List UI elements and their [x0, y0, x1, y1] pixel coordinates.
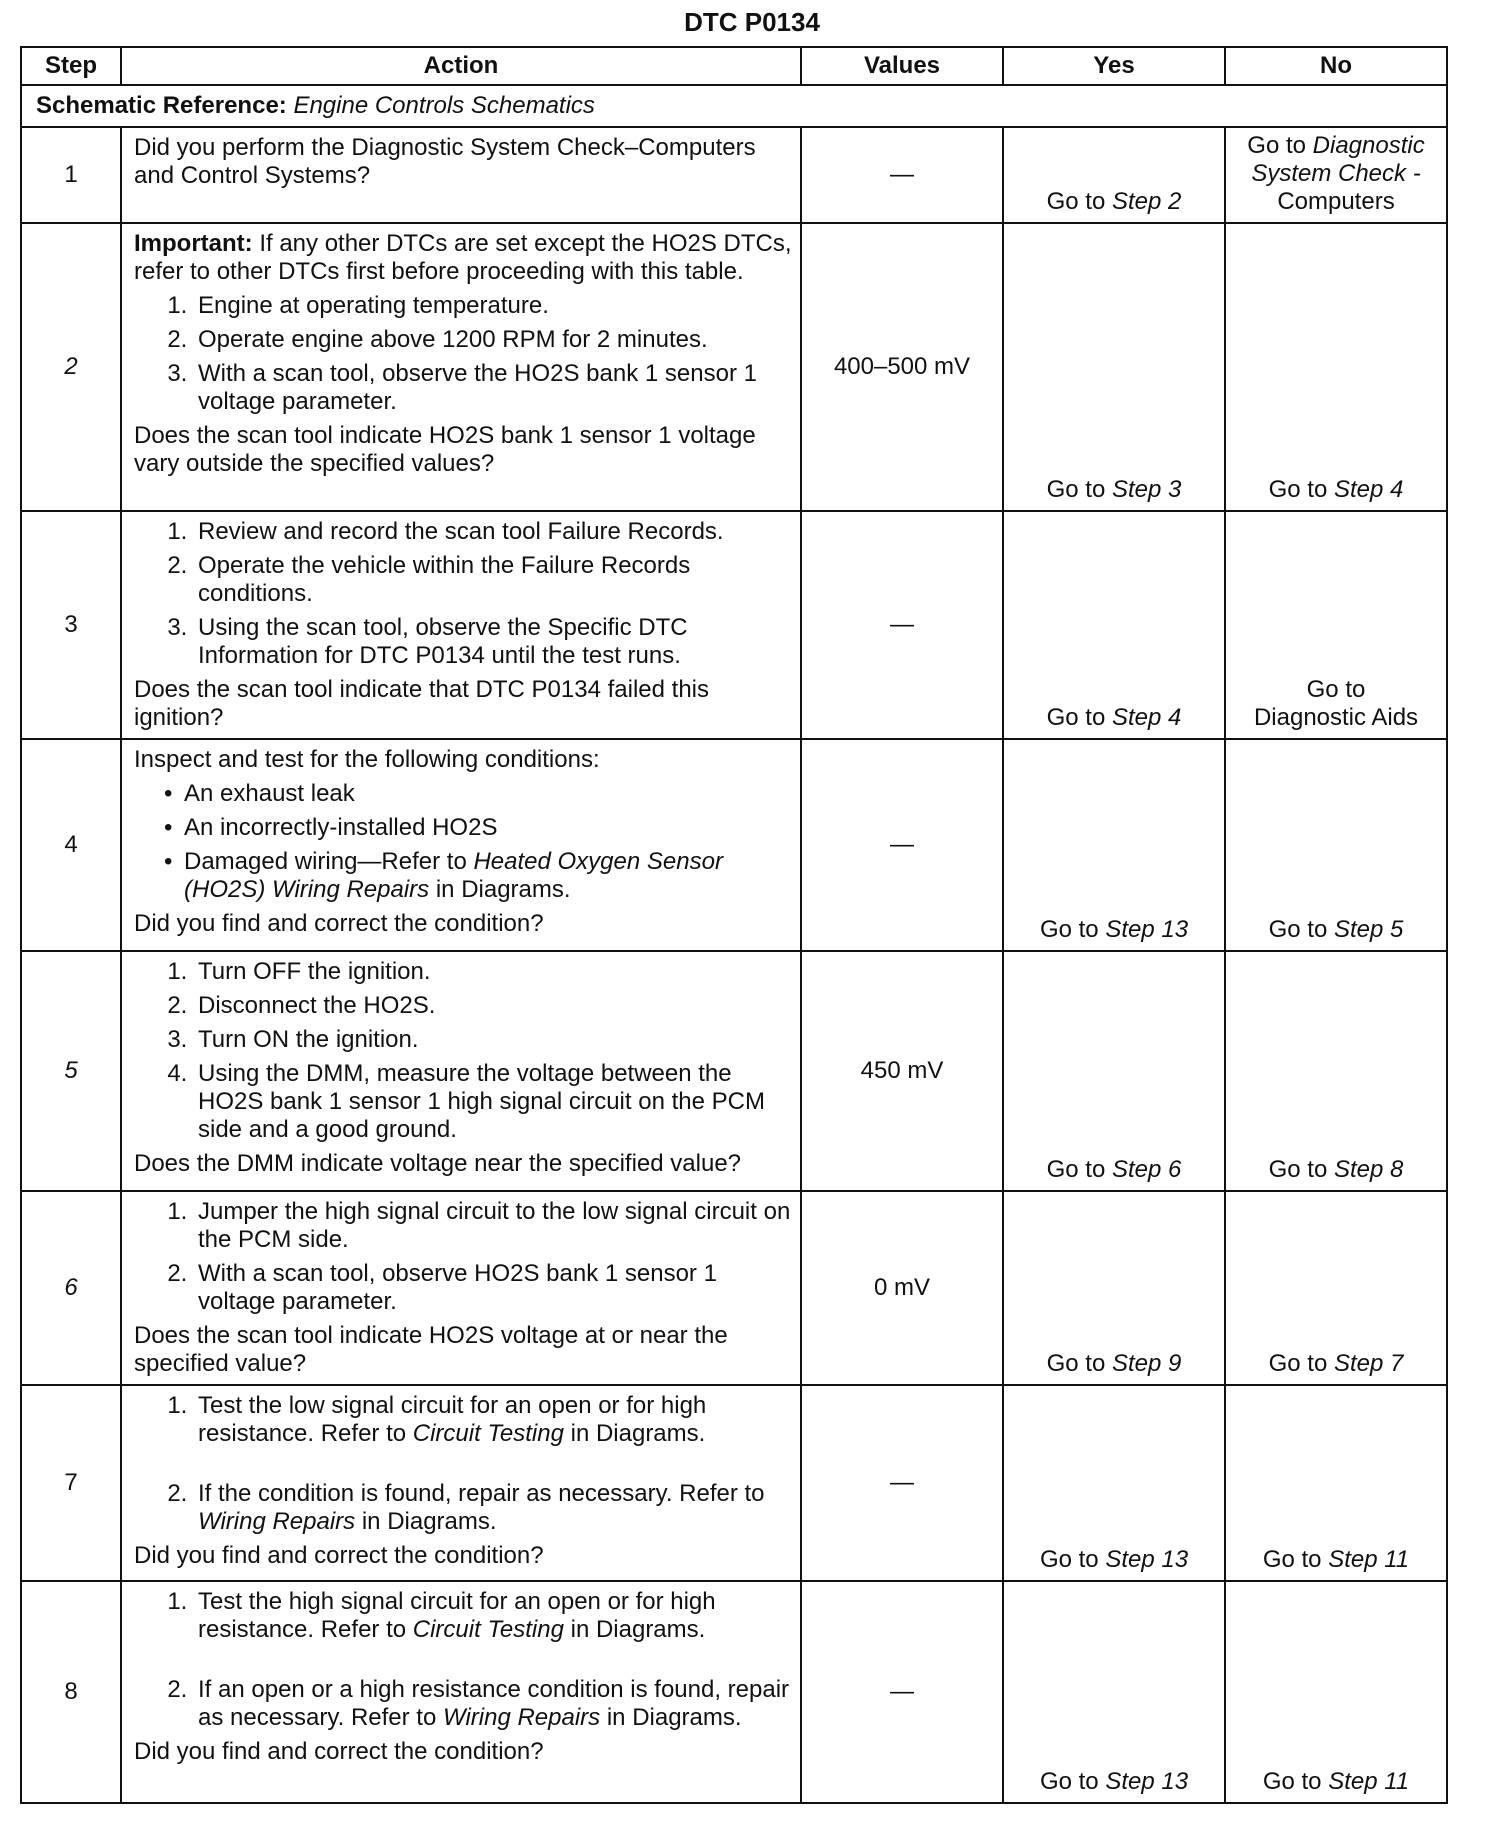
yes-cell — [1003, 223, 1225, 511]
action-question: Did you find and correct the condition? — [134, 1738, 544, 1765]
goto-prefix: Go to — [1046, 476, 1106, 503]
goto-prefix: Go to — [1039, 1768, 1099, 1795]
action-step: 1. Review and record the scan tool Failure Records. — [194, 518, 794, 546]
step-number: 1 — [21, 127, 121, 223]
action-steps — [134, 1392, 794, 1536]
no-cell — [1225, 1581, 1447, 1803]
step-text: If an open or a high resistance condition is found, repair as necessary. Refer to — [198, 1676, 790, 1731]
value-cell: — — [801, 1581, 1003, 1803]
yes-cell — [1003, 739, 1225, 951]
goto-prefix: Go to — [1262, 1546, 1322, 1573]
action-question: Did you find and correct the condition? — [134, 1542, 544, 1569]
goto-link[interactable]: Step 5 — [1333, 916, 1404, 943]
action-cell — [121, 1191, 801, 1385]
important-label: Important: — [134, 230, 253, 257]
step-number: 7 — [21, 1385, 121, 1581]
reference-link[interactable]: Wiring Repairs — [443, 1704, 601, 1731]
table-row — [21, 951, 1447, 1191]
action-cell — [121, 951, 801, 1191]
step-number: 3 — [21, 511, 121, 739]
yes-cell — [1003, 511, 1225, 739]
action-step: 2. Operate the vehicle within the Failure Records conditions. — [194, 552, 794, 608]
no-cell — [1225, 951, 1447, 1191]
action-cell — [121, 1581, 801, 1803]
action-question: Does the DMM indicate voltage near the specified value? — [134, 1150, 742, 1177]
goto-link[interactable]: Step 7 — [1333, 1350, 1404, 1377]
goto-prefix: Go to — [1039, 916, 1099, 943]
goto-link[interactable]: Diagnostic Aids — [1253, 704, 1419, 731]
step-text: in Diagrams. — [600, 1704, 742, 1731]
table-row — [21, 1581, 1447, 1803]
table-row — [21, 511, 1447, 739]
value-cell: 400–500 mV — [801, 223, 1003, 511]
no-cell — [1225, 511, 1447, 739]
condition-item: • An incorrectly-installed HO2S — [184, 814, 794, 842]
action-question: Did you perform the Diagnostic System Check–Computers and Control Systems? — [134, 134, 756, 189]
condition-text: Damaged wiring—Refer to — [184, 848, 474, 875]
table-row — [21, 1385, 1447, 1581]
goto-link[interactable]: Step 4 — [1333, 476, 1404, 503]
step-text: Test the high signal circuit for an open or for high resistance. Refer to — [198, 1588, 716, 1643]
action-step: 3. Using the scan tool, observe the Specific DTC Information for DTC P0134 until the test runs. — [194, 614, 794, 670]
step-number: 8 — [21, 1581, 121, 1803]
table-row — [21, 1191, 1447, 1385]
action-step: 3. With a scan tool, observe the HO2S bank 1 sensor 1 voltage parameter. — [194, 360, 794, 416]
step-text: in Diagrams. — [355, 1508, 497, 1535]
value-cell: 450 mV — [801, 951, 1003, 1191]
table-row — [21, 223, 1447, 511]
reference-link[interactable]: Circuit Testing — [412, 1420, 564, 1447]
yes-cell — [1003, 127, 1225, 223]
value-cell: 0 mV — [801, 1191, 1003, 1385]
condition-list — [134, 780, 794, 904]
yes-cell — [1003, 951, 1225, 1191]
goto-prefix: Go to — [1268, 916, 1328, 943]
action-step: 2. With a scan tool, observe HO2S bank 1 sensor 1 voltage parameter. — [194, 1260, 794, 1316]
goto-prefix: Go to — [1046, 704, 1106, 731]
goto-link[interactable]: Step 8 — [1333, 1156, 1404, 1183]
goto-prefix: Go to — [1306, 676, 1366, 703]
goto-link[interactable]: Step 11 — [1328, 1546, 1410, 1573]
step-text: in Diagrams. — [563, 1420, 706, 1447]
action-question: Does the scan tool indicate that DTC P0134 failed this ignition? — [134, 676, 709, 731]
action-intro: Inspect and test for the following conditions: — [134, 746, 600, 773]
schematic-reference — [21, 85, 1447, 127]
action-step — [194, 1676, 794, 1732]
no-cell — [1225, 1385, 1447, 1581]
goto-prefix: Go to — [1262, 1768, 1322, 1795]
action-steps — [134, 518, 794, 670]
goto-link[interactable]: Step 2 — [1111, 188, 1182, 215]
value-cell: — — [801, 1385, 1003, 1581]
goto-link[interactable]: Step 13 — [1105, 916, 1189, 943]
no-cell — [1225, 1191, 1447, 1385]
schematic-reference-row — [21, 85, 1447, 127]
header-values: Values — [801, 47, 1003, 85]
goto-link[interactable]: Step 4 — [1111, 704, 1182, 731]
goto-prefix: Go to — [1268, 476, 1328, 503]
goto-link[interactable]: Step 9 — [1111, 1350, 1182, 1377]
action-cell — [121, 511, 801, 739]
value-cell: — — [801, 739, 1003, 951]
goto-prefix: Go to — [1039, 1546, 1099, 1573]
action-step: 4. Using the DMM, measure the voltage between the HO2S bank 1 sensor 1 high signal circuit on the PCM side and a good ground. — [194, 1060, 794, 1144]
goto-link[interactable]: Step 3 — [1111, 476, 1182, 503]
page-title: DTC P0134 — [684, 7, 820, 37]
action-cell — [121, 1385, 801, 1581]
action-step: 1. Engine at operating temperature. — [194, 292, 794, 320]
step-number: 6 — [21, 1191, 121, 1385]
schematic-label: Schematic Reference: — [36, 92, 287, 119]
no-cell — [1225, 739, 1447, 951]
action-step — [194, 1480, 794, 1536]
action-steps — [134, 958, 794, 1144]
action-question: Did you find and correct the condition? — [134, 910, 544, 937]
yes-cell — [1003, 1385, 1225, 1581]
action-steps — [134, 1198, 794, 1316]
step-number: 5 — [21, 951, 121, 1191]
action-step: 2. Disconnect the HO2S. — [194, 992, 794, 1020]
action-step — [194, 1588, 794, 1644]
header-step: Step — [21, 47, 121, 85]
condition-item — [184, 848, 794, 904]
action-cell — [121, 127, 801, 223]
step-number: 4 — [21, 739, 121, 951]
schematic-link[interactable]: Engine Controls Schematics — [293, 92, 595, 119]
action-cell — [121, 739, 801, 951]
goto-link[interactable]: Step 13 — [1105, 1768, 1189, 1795]
goto-link[interactable]: Step 11 — [1328, 1768, 1410, 1795]
condition-text: in Diagrams. — [429, 876, 571, 903]
yes-cell — [1003, 1191, 1225, 1385]
value-cell: — — [801, 511, 1003, 739]
goto-prefix: Go to — [1046, 188, 1106, 215]
reference-link[interactable]: Circuit Testing — [412, 1616, 564, 1643]
condition-item: • An exhaust leak — [184, 780, 794, 808]
table-row — [21, 127, 1447, 223]
no-cell — [1225, 127, 1447, 223]
yes-cell — [1003, 1581, 1225, 1803]
action-question: Does the scan tool indicate HO2S voltage at or near the specified value? — [134, 1322, 728, 1377]
no-cell — [1225, 223, 1447, 511]
action-step: 1. Jumper the high signal circuit to the low signal circuit on the PCM side. — [194, 1198, 794, 1254]
value-cell: — — [801, 127, 1003, 223]
action-step — [194, 1392, 794, 1448]
dtc-table — [20, 46, 1448, 1804]
goto-prefix: Go to — [1268, 1350, 1328, 1377]
action-steps — [134, 292, 794, 416]
important-text: If any other DTCs are set except the HO2S DTCs, refer to other DTCs first before proceeding with this table. — [134, 230, 792, 285]
action-steps — [134, 1588, 794, 1732]
reference-link[interactable]: Heated Oxygen Sensor (HO2S) Wiring Repairs — [184, 848, 723, 903]
goto-link[interactable]: Diagnostic System Check - — [1251, 132, 1425, 187]
action-step: 2. Operate engine above 1200 RPM for 2 minutes. — [194, 326, 794, 354]
header-no: No — [1225, 47, 1447, 85]
step-number: 2 — [21, 223, 121, 511]
header-row — [21, 47, 1447, 85]
goto-prefix: Go to — [1046, 1156, 1106, 1183]
important-note — [134, 230, 794, 286]
table-row — [21, 739, 1447, 951]
step-text: Test the low signal circuit for an open or for high resistance. Refer to — [198, 1392, 707, 1447]
goto-prefix: Go to — [1247, 132, 1306, 159]
goto-link[interactable]: Step 6 — [1111, 1156, 1182, 1183]
action-step: 1. Turn OFF the ignition. — [194, 958, 794, 986]
goto-prefix: Go to — [1046, 1350, 1106, 1377]
action-question: Does the scan tool indicate HO2S bank 1 sensor 1 voltage vary outside the specified values? — [134, 422, 756, 477]
goto-link[interactable]: Step 13 — [1105, 1546, 1189, 1573]
action-step: 3. Turn ON the ignition. — [194, 1026, 794, 1054]
step-text: in Diagrams. — [563, 1616, 706, 1643]
header-yes: Yes — [1003, 47, 1225, 85]
step-text: If the condition is found, repair as necessary. Refer to — [198, 1480, 765, 1507]
action-cell — [121, 223, 801, 511]
goto-suffix: Computers — [1277, 188, 1395, 215]
header-action: Action — [121, 47, 801, 85]
goto-prefix: Go to — [1268, 1156, 1328, 1183]
reference-link[interactable]: Wiring Repairs — [198, 1508, 356, 1535]
